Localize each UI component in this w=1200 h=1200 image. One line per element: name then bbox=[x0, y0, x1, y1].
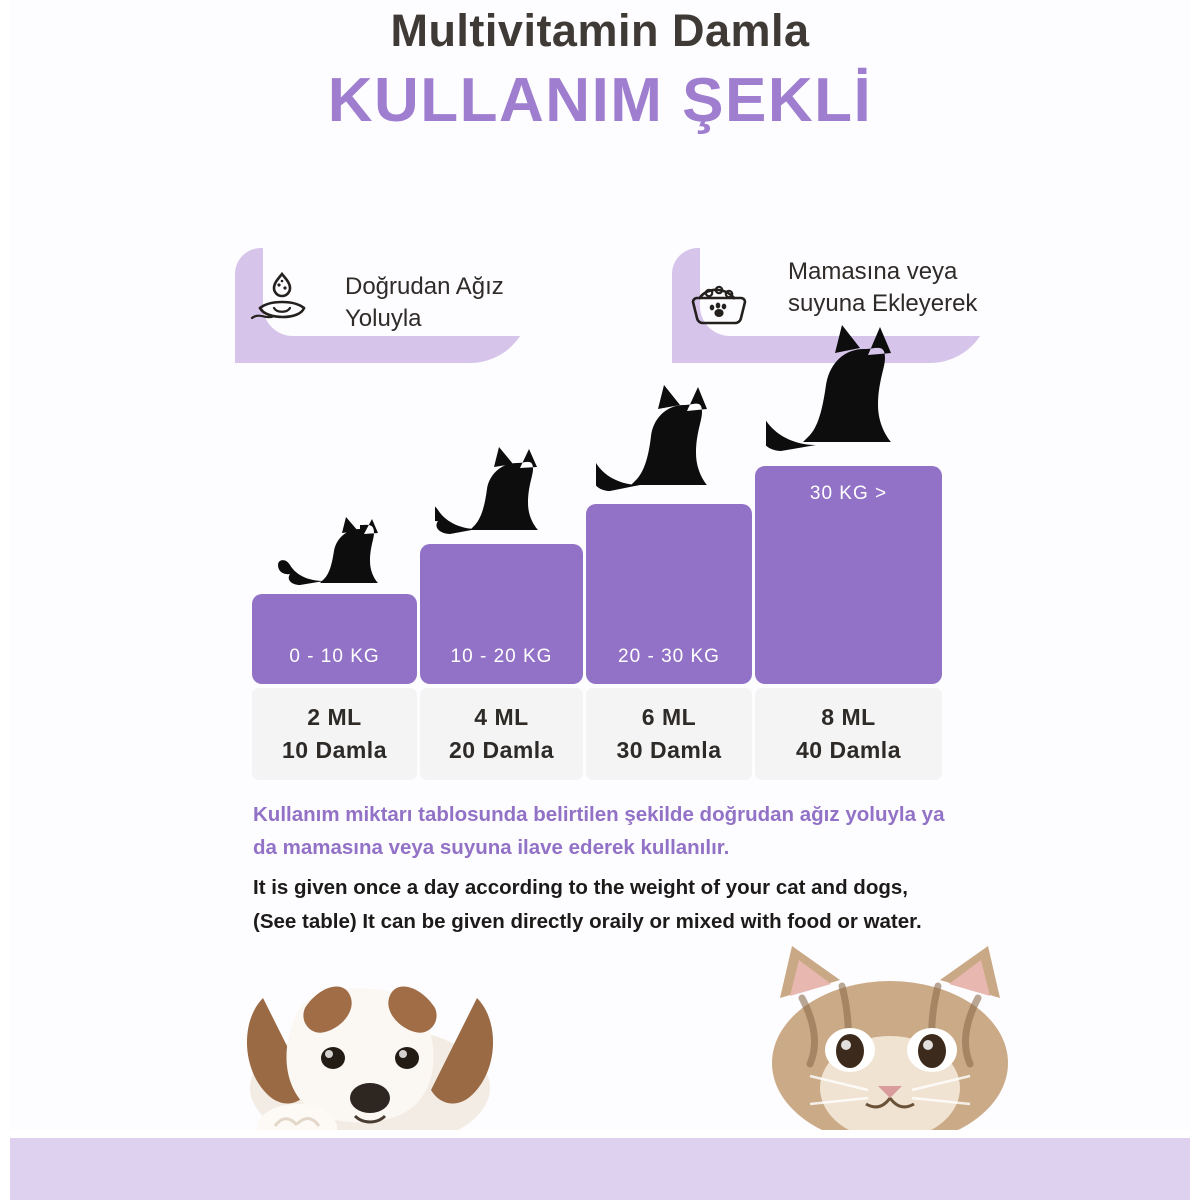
weight-label: 10 - 20 KG bbox=[450, 646, 553, 667]
weight-label: 0 - 10 KG bbox=[289, 646, 380, 667]
weight-bar bbox=[420, 544, 583, 684]
weight-bar bbox=[755, 466, 942, 684]
food-bowl-icon bbox=[685, 270, 753, 330]
dose-drops: 10 Damla bbox=[281, 737, 387, 763]
methods-section bbox=[0, 238, 1200, 368]
chart-column bbox=[420, 544, 583, 780]
dose-box bbox=[755, 688, 942, 780]
page-title: KULLANIM ŞEKLİ bbox=[327, 65, 873, 135]
bottom-color-band bbox=[0, 1138, 1200, 1200]
dose-box bbox=[420, 688, 583, 780]
cat-silhouette-large bbox=[596, 379, 742, 504]
dose-ml: 8 ML bbox=[821, 703, 876, 730]
dose-ml: 4 ML bbox=[474, 703, 529, 730]
dose-drops: 30 Damla bbox=[616, 737, 722, 763]
description-block bbox=[253, 798, 953, 938]
dose-ml: 6 ML bbox=[641, 703, 697, 730]
header bbox=[0, 0, 1200, 138]
dose-box bbox=[252, 688, 417, 780]
cat-silhouette-medium bbox=[435, 439, 569, 544]
dose-drops: 40 Damla bbox=[795, 737, 901, 763]
chart-column bbox=[252, 594, 417, 780]
cat-silhouette-small bbox=[276, 507, 394, 594]
dose-box bbox=[586, 688, 752, 780]
method-label-food: Mamasına veya suyuna Ekleyerek bbox=[788, 258, 978, 317]
description-turkish: Kullanım miktarı tablosunda belirtilen şekilde doğrudan ağız yoluyla ya da mamasına veya suyuna ilave ederek kullanılır. bbox=[253, 803, 945, 860]
page-subtitle: Multivitamin Damla bbox=[390, 5, 810, 56]
left-margin bbox=[0, 0, 10, 1200]
chart-column bbox=[586, 504, 752, 780]
weight-bar bbox=[252, 594, 417, 684]
dose-ml: 2 ML bbox=[307, 703, 362, 730]
bottom-white-strip bbox=[0, 1130, 1200, 1138]
dog-photo bbox=[205, 938, 535, 1138]
dropper-mouth-icon bbox=[248, 268, 316, 328]
dose-drops: 20 Damla bbox=[448, 737, 554, 763]
weight-label: 30 KG > bbox=[809, 483, 888, 504]
cat-photo bbox=[742, 938, 1042, 1138]
description-english: It is given once a day according to the weight of your cat and dogs, (See table) It can be given directly oraily or mixed with food or water. bbox=[253, 876, 922, 933]
cat-silhouette-xlarge bbox=[766, 321, 932, 466]
right-margin bbox=[1190, 0, 1200, 1200]
weight-bar bbox=[586, 504, 752, 684]
method-label-oral: Doğrudan Ağız Yoluyla bbox=[345, 273, 504, 332]
chart-column bbox=[755, 466, 942, 780]
dosage-chart bbox=[252, 400, 942, 780]
weight-label: 20 - 30 KG bbox=[618, 646, 720, 667]
